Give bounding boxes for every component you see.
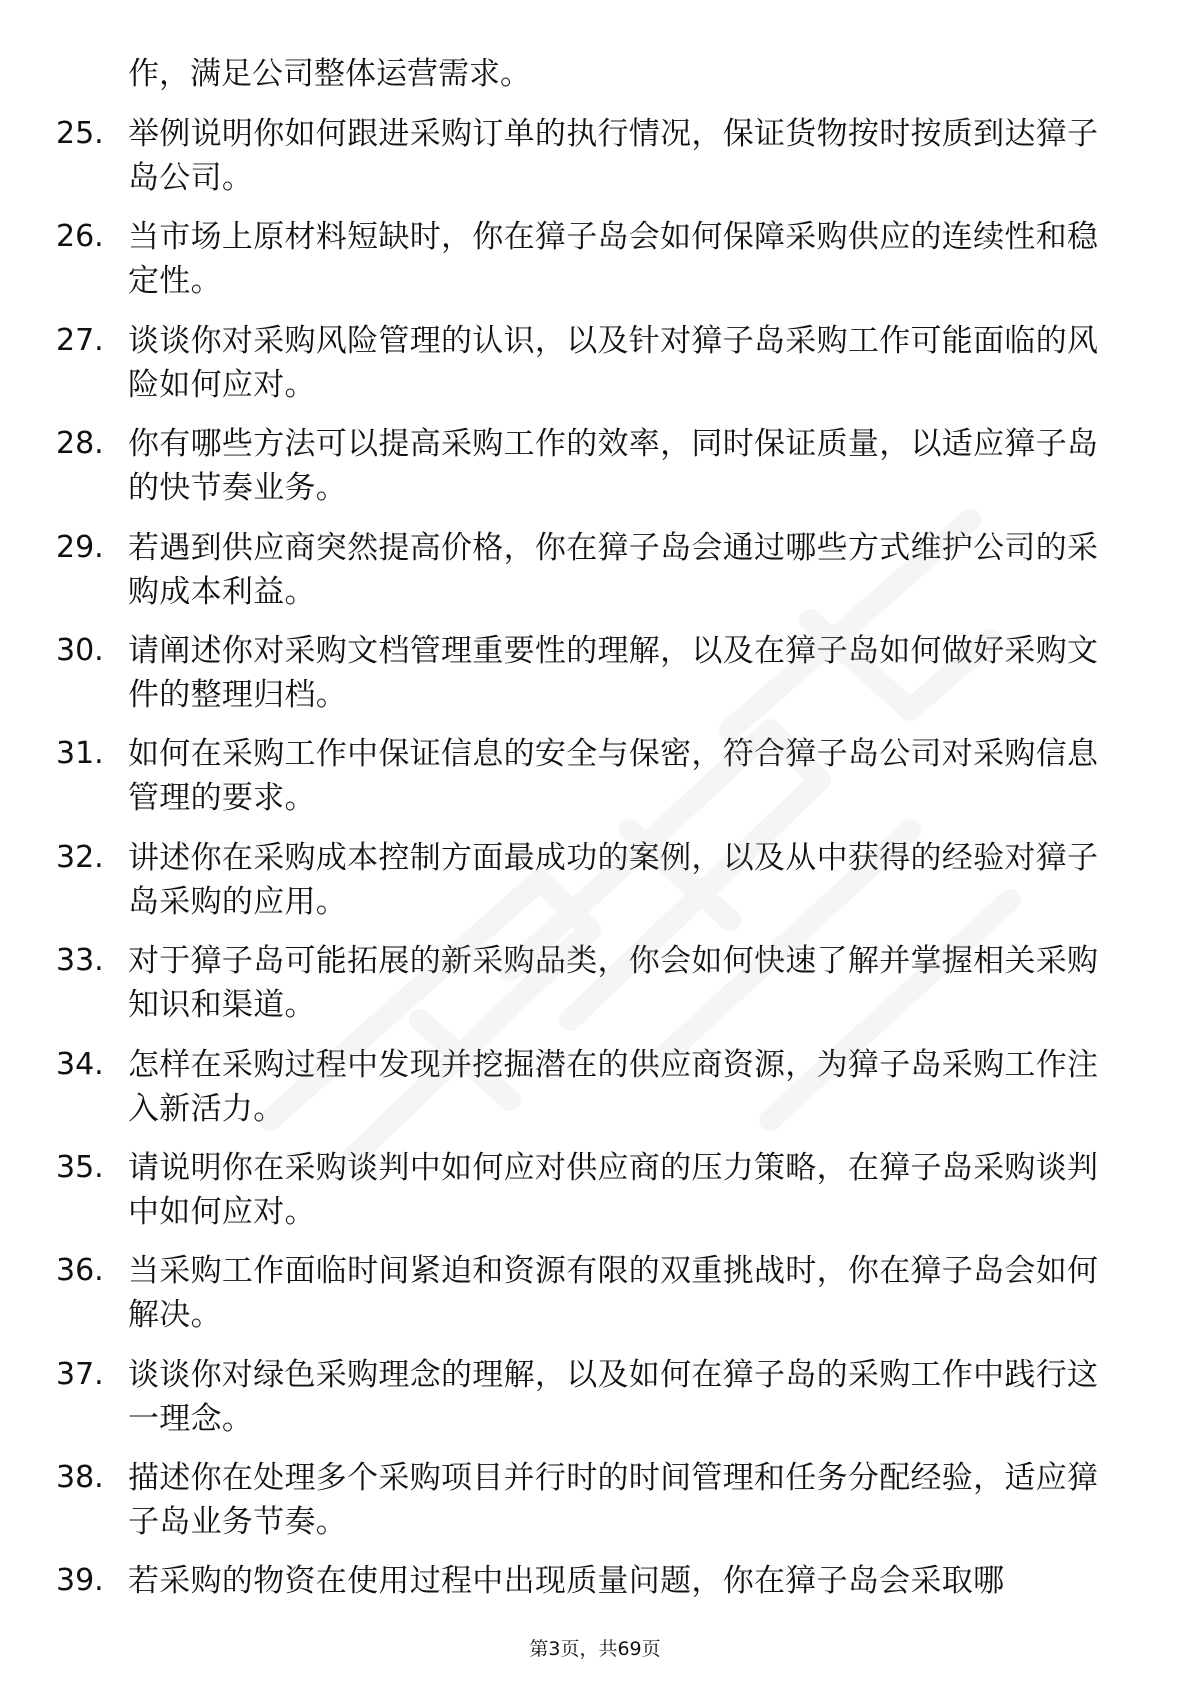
question-number: 34. [56, 1046, 104, 1082]
question-number: 36. [56, 1253, 104, 1289]
question-number: 38. [56, 1460, 104, 1496]
question-item [0, 112, 1190, 215]
question-item [0, 1043, 1190, 1146]
question-number: 27. [56, 322, 104, 358]
question-number: 31. [56, 736, 104, 772]
question-text: 当市场上原材料短缺时，你在獐子岛会如何保障采购供应的连续性和稳定性。 [128, 219, 1099, 300]
question-item [0, 215, 1190, 318]
question-list [0, 112, 1190, 1663]
question-text: 举例说明你如何跟进采购订单的执行情况，保证货物按时按质到达獐子岛公司。 [128, 116, 1099, 196]
question-text: 描述你在处理多个采购项目并行时的时间管理和任务分配经验，适应獐子岛业务节奏。 [128, 1460, 1099, 1541]
question-item [0, 1146, 1190, 1249]
question-text: 对于獐子岛可能拓展的新采购品类，你会如何快速了解并掌握相关采购知识和渠道。 [128, 943, 1099, 1024]
question-number: 28. [56, 426, 104, 462]
question-text: 若遇到供应商突然提高价格，你在獐子岛会通过哪些方式维护公司的采购成本利益。 [128, 529, 1099, 610]
continuation-text: 作，满足公司整体运营需求。 [128, 56, 531, 92]
question-text: 谈谈你对绿色采购理念的理解，以及如何在獐子岛的采购工作中践行这一理念。 [128, 1356, 1099, 1437]
question-item [0, 319, 1190, 422]
question-number: 32. [56, 839, 104, 875]
question-item [0, 629, 1190, 732]
question-text: 请说明你在采购谈判中如何应对供应商的压力策略，在獐子岛采购谈判中如何应对。 [128, 1149, 1099, 1230]
question-text: 怎样在采购过程中发现并挖掘潜在的供应商资源，为獐子岛采购工作注入新活力。 [128, 1046, 1099, 1127]
question-text: 请阐述你对采购文档管理重要性的理解，以及在獐子岛如何做好采购文件的整理归档。 [128, 632, 1099, 713]
question-item [0, 526, 1190, 629]
question-item [0, 732, 1190, 835]
question-number: 37. [56, 1356, 104, 1392]
question-text: 讲述你在采购成本控制方面最成功的案例，以及从中获得的经验对獐子岛采购的应用。 [128, 839, 1099, 920]
question-text: 若采购的物资在使用过程中出现质量问题，你在獐子岛会采取哪 [128, 1563, 1005, 1600]
question-item [0, 836, 1190, 939]
question-number: 29. [56, 529, 104, 565]
question-number: 30. [56, 632, 104, 668]
question-number: 35. [56, 1149, 104, 1185]
question-item [0, 422, 1190, 525]
question-text: 当采购工作面临时间紧迫和资源有限的双重挑战时，你在獐子岛会如何解决。 [128, 1253, 1099, 1334]
question-item [0, 939, 1190, 1042]
question-number: 26. [56, 219, 104, 255]
question-text: 如何在采购工作中保证信息的安全与保密，符合獐子岛公司对采购信息管理的要求。 [128, 736, 1099, 817]
question-text: 谈谈你对采购风险管理的认识，以及针对獐子岛采购工作可能面临的风险如何应对。 [128, 322, 1099, 403]
question-item [0, 1456, 1190, 1559]
question-text: 你有哪些方法可以提高采购工作的效率，同时保证质量，以适应獐子岛的快节奏业务。 [128, 426, 1099, 507]
question-number: 39. [56, 1563, 104, 1599]
question-item [0, 1353, 1190, 1456]
question-number: 33. [56, 943, 104, 979]
question-item [0, 1249, 1190, 1352]
question-number: 25. [56, 116, 104, 151]
page-footer: 第3页，共69页 [529, 1638, 661, 1660]
